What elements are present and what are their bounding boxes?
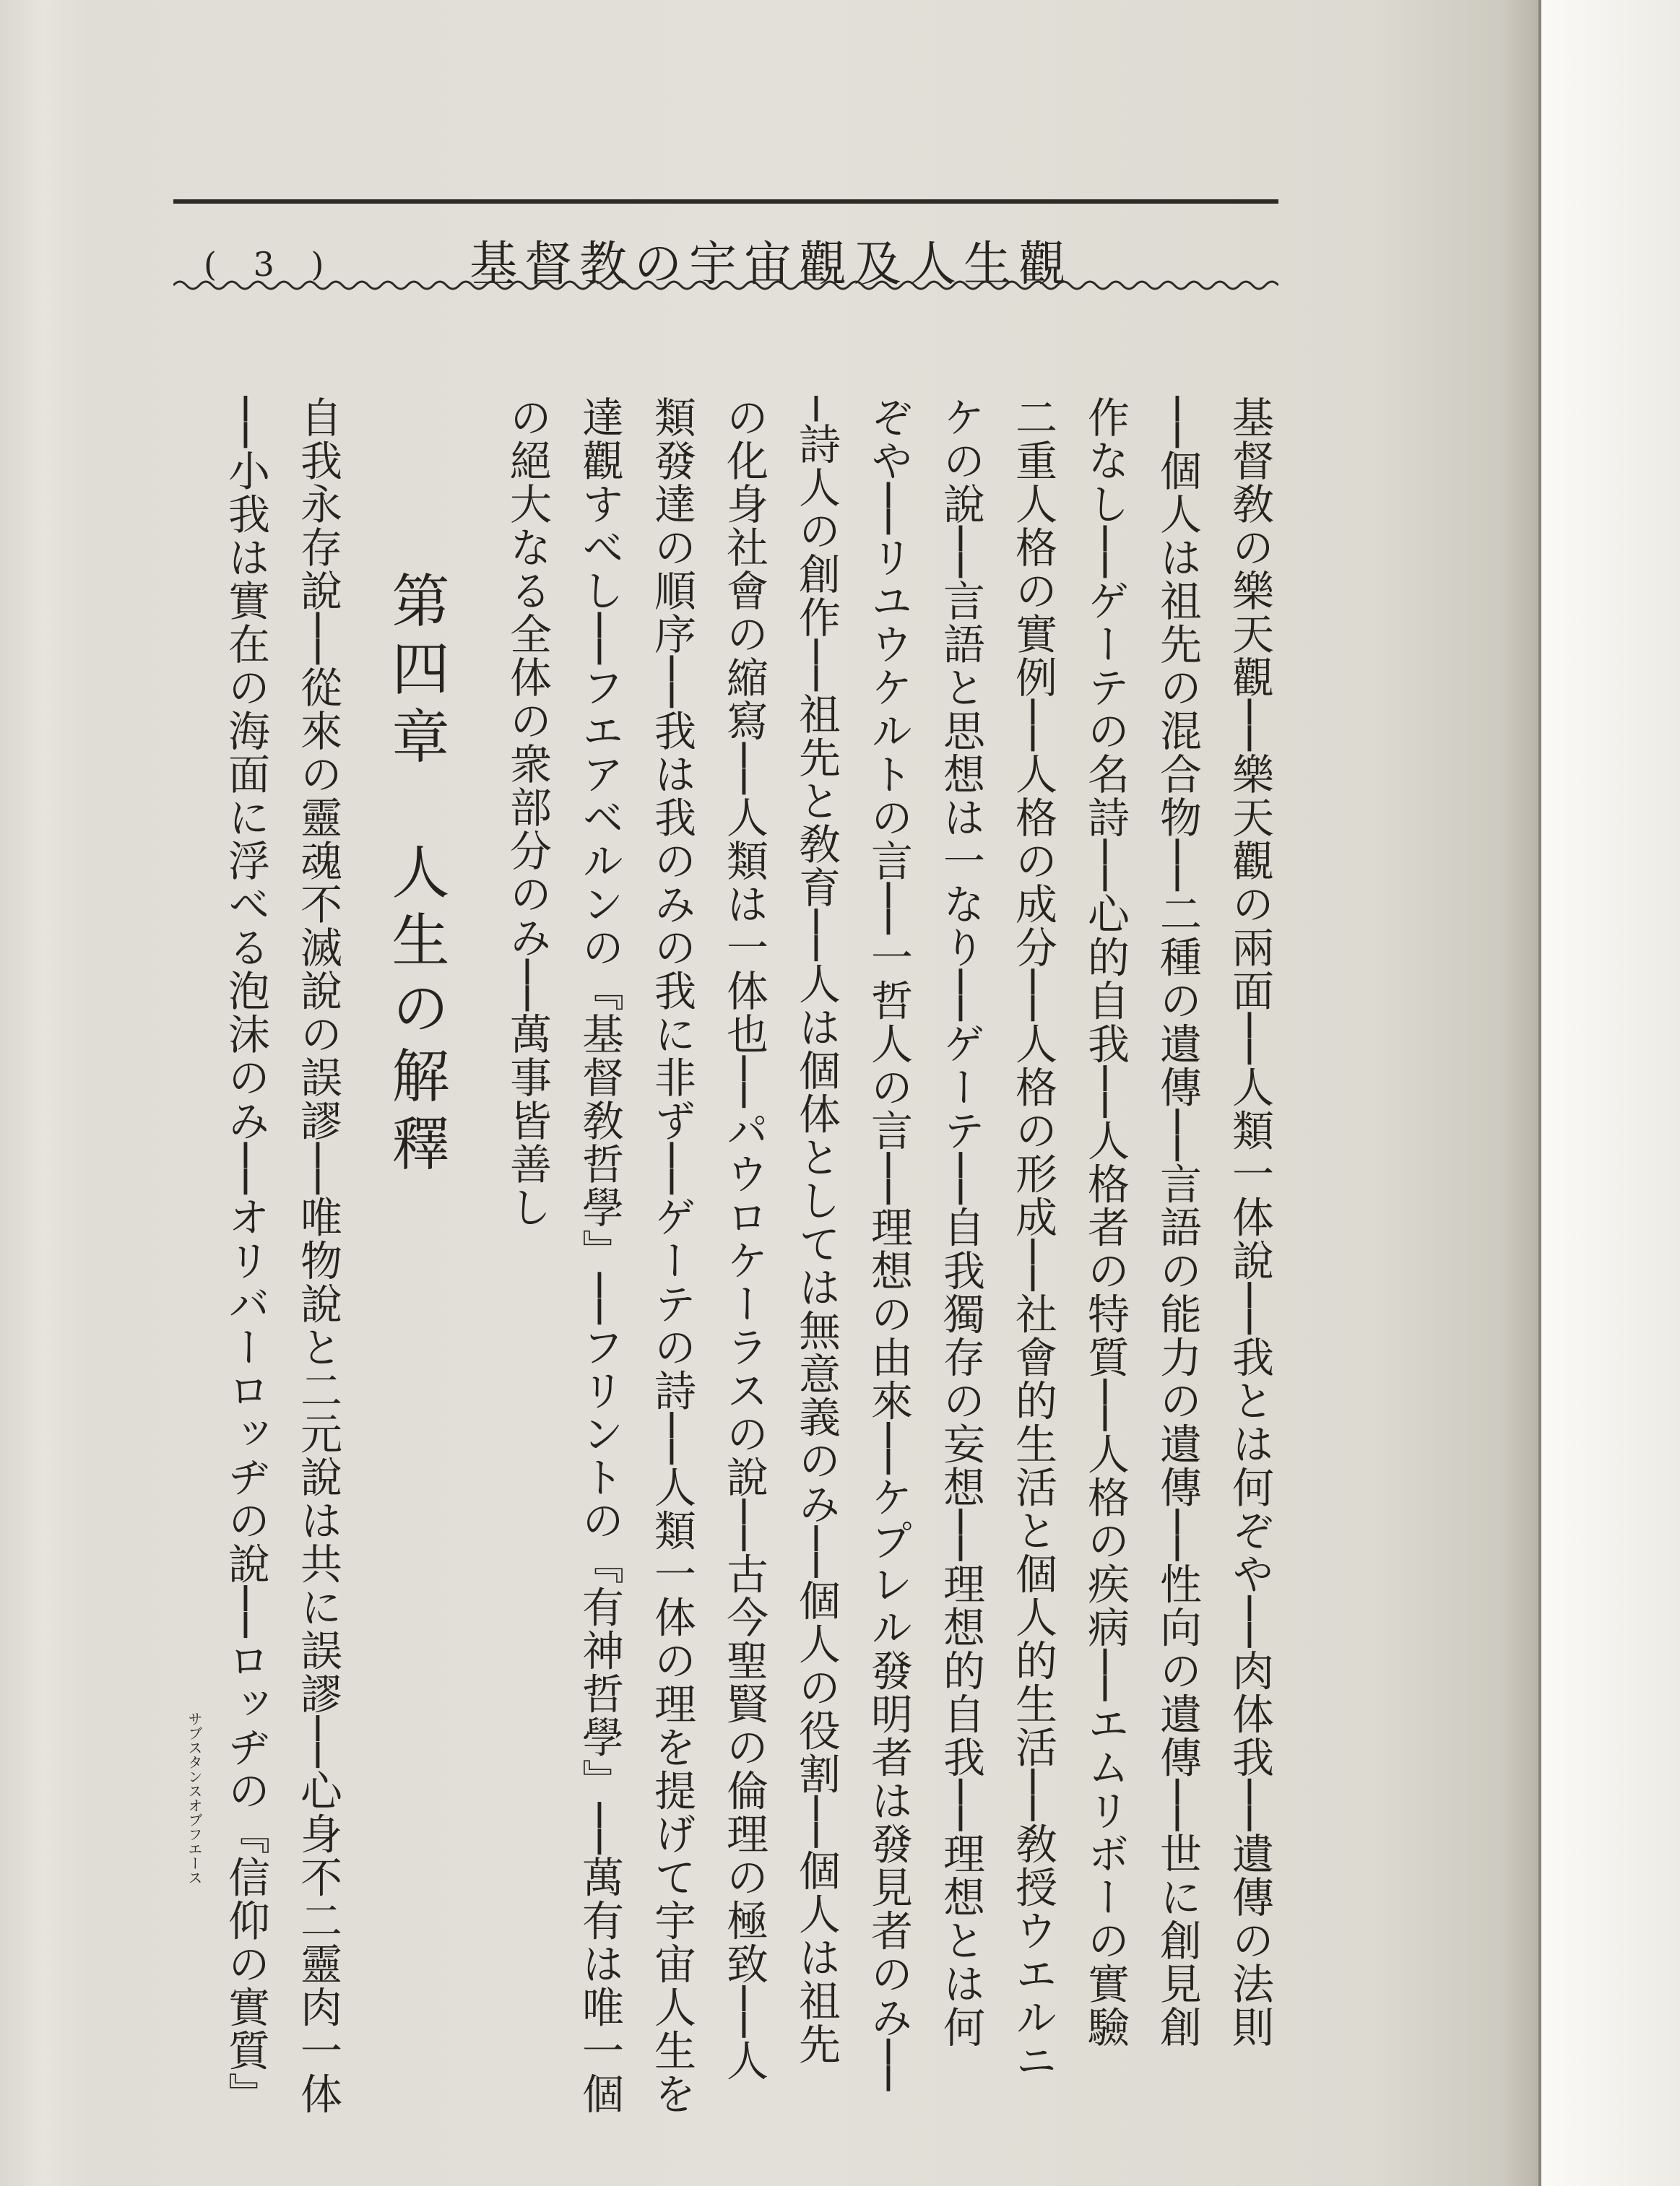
adjacent-page-edge [1538, 0, 1680, 2186]
summary-line: の絕大なる全体の衆部分のみ──萬事皆善し [503, 396, 552, 1229]
ruby-annotation: サブスタンスオブフエース [186, 1712, 203, 1885]
chapter-four-line: 自我永存說──從來の靈魂不滅說の誤謬──唯物說と二元說は共に誤謬──心身不二靈肉一体 [293, 396, 342, 2116]
summary-line: 達觀すべし──フエアベルンの『基督敎哲學』──フリントの『有神哲學』──萬有は唯一個 [575, 396, 624, 2116]
summary-line: の化身社會の縮寫──人類は一体也──パウロケーラスの說──古今聖賢の倫理の極致──人 [719, 396, 768, 2083]
running-title: 基督教の宇宙觀及人生觀 [469, 236, 1073, 292]
summary-line: ─詩人の創作──祖先と敎育──人は個体としては無意義のみ──個人の役割──個人は祖先 [792, 396, 841, 2066]
chapter-four-line: ──小我は實在の海面に浮べる泡沫のみ──オリバーロッヂの說──ロッヂの『信仰の實質』 [221, 396, 270, 2116]
summary-line: 二重人格の實例──人格の成分──人格の形成──社會的生活と個人的生活──敎授ウエルニ [1008, 396, 1057, 2083]
summary-line: 作なし──ゲーテの名詩──心的自我──人格者の特質──人格の疾病──エムリボーの實驗 [1081, 396, 1130, 2050]
chapter-heading: 第四章 人生の解釋 [382, 571, 449, 1181]
summary-line: 基督敎の樂天觀──樂天觀の兩面──人類一体說──我とは何ぞや──肉体我──遺傳の法則 [1225, 396, 1274, 2050]
page-number: ( 3 ) [204, 245, 337, 284]
header-wave-rule [173, 274, 1278, 296]
summary-line: ──個人は祖先の混合物──二種の遺傳──言語の能力の遺傳──性向の遺傳──世に創見創 [1153, 396, 1202, 2050]
summary-line: ぞや──リユウケルトの言──一哲人の言──理想の由來──ケプレル發明者は發見者のみ── [864, 396, 913, 2093]
summary-line: 類發達の順序──我は我のみの我に非ず──ゲーテの詩──人類一体の理を提げて宇宙人生を [647, 396, 696, 2116]
header-rule [173, 199, 1278, 204]
summary-line: ケの說──言語と思想は一なり──ゲーテ──自我獨存の妄想──理想的自我──理想とは何 [936, 396, 985, 2050]
